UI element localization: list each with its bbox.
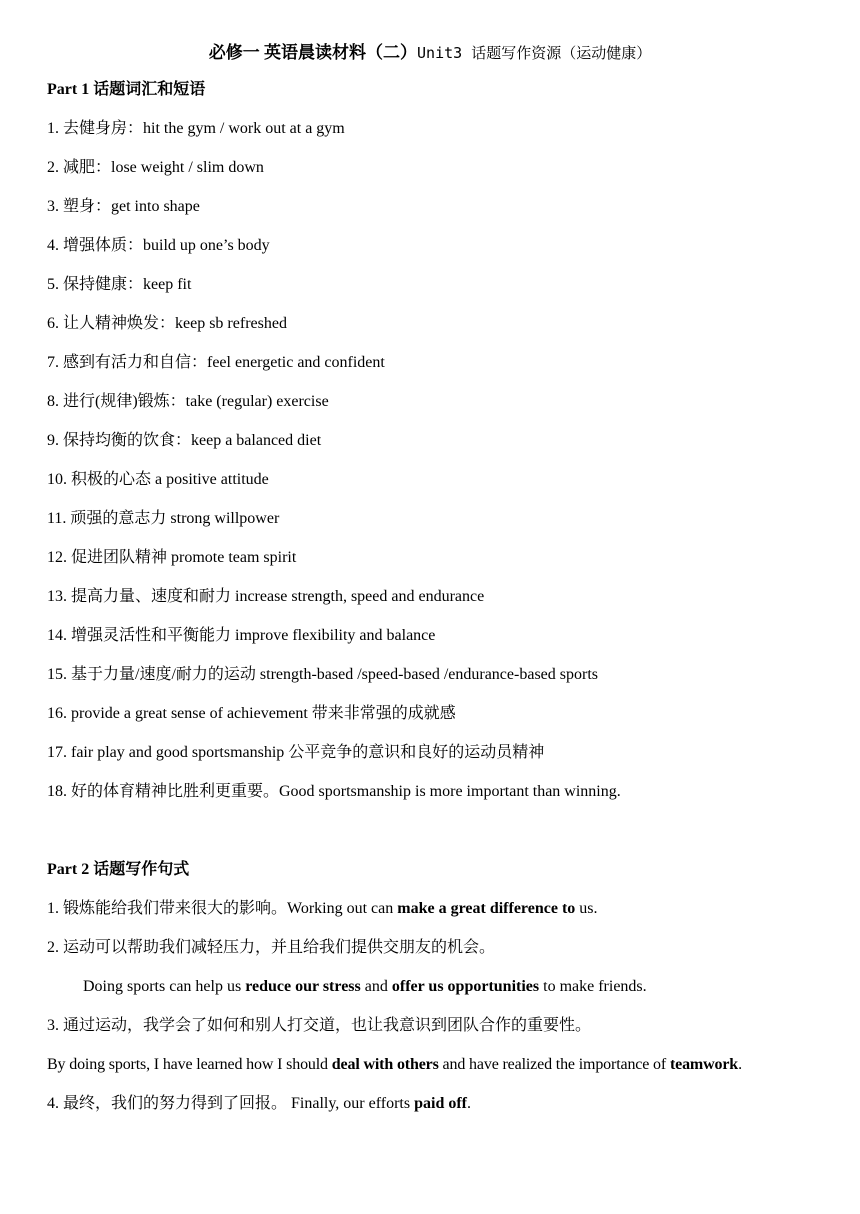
vocab-item: 14. 增强灵活性和平衡能力 improve flexibility and balance xyxy=(47,627,436,644)
sentence-2-bold-2: offer us opportunities xyxy=(391,978,540,995)
vocab-item: 7. 感到有活力和自信：feel energetic and confident xyxy=(47,354,385,371)
sentence-3-bold-1: deal with others xyxy=(331,1056,439,1073)
title-unit: Unit3 话题写作资源（运动健康） xyxy=(417,44,652,62)
vocab-item: 12. 促进团队精神 promote team spirit xyxy=(47,549,297,566)
part1-heading: Part 1 话题词汇和短语 xyxy=(47,81,206,98)
vocab-item: 13. 提高力量、速度和耐力 increase strength, speed and endurance xyxy=(47,588,485,605)
vocab-item: 6. 让人精神焕发：keep sb refreshed xyxy=(47,315,287,332)
sentence-3-text-2: and have realized the importance of xyxy=(438,1056,670,1073)
vocab-item: 2. 减肥：lose weight / slim down xyxy=(47,159,264,176)
sentence-3-end: . xyxy=(738,1056,742,1073)
vocab-item: 11. 顽强的意志力 strong willpower xyxy=(47,510,280,527)
vocab-item: 5. 保持健康：keep fit xyxy=(47,276,192,293)
sentence-2-text-2: and xyxy=(360,978,392,995)
title-main: 必修一 英语晨读材料（二） xyxy=(208,43,418,62)
sentence-4-bold: paid off xyxy=(414,1095,468,1112)
sentence-1-text: 1. 锻炼能给我们带来很大的影响。Working out can xyxy=(47,900,398,917)
sentence-4 xyxy=(47,1093,471,1115)
part2-heading: Part 2 话题写作句式 xyxy=(47,861,190,878)
sentence-2-bold-1: reduce our stress xyxy=(245,978,361,995)
vocab-item: 9. 保持均衡的饮食：keep a balanced diet xyxy=(47,432,322,449)
vocab-item: 17. fair play and good sportsmanship 公平竞争的意识和良好的运动员精神 xyxy=(47,744,545,761)
vocab-item: 8. 进行(规律)锻炼：take (regular) exercise xyxy=(47,393,329,410)
vocab-item: 18. 好的体育精神比胜利更重要。Good sportsmanship is more important than winning. xyxy=(47,783,621,800)
sentence-4-text: 4. 最终，我们的努力得到了回报。 Finally, our efforts xyxy=(47,1095,415,1112)
sentence-1-end: us. xyxy=(575,900,598,917)
sentence-4-end: . xyxy=(467,1095,472,1112)
sentence-3-chinese: 3. 通过运动，我学会了如何和别人打交道，也让我意识到团队合作的重要性。 xyxy=(47,1017,592,1034)
vocab-item: 10. 积极的心态 a positive attitude xyxy=(47,471,269,488)
page-title xyxy=(0,38,860,63)
sentence-3-text: By doing sports, I have learned how I should xyxy=(47,1056,332,1073)
sentence-1-bold: make a great difference to xyxy=(397,900,576,917)
sentence-2-chinese: 2. 运动可以帮助我们减轻压力，并且给我们提供交朋友的机会。 xyxy=(47,939,496,956)
vocab-item: 16. provide a great sense of achievement 带来非常强的成就感 xyxy=(47,705,456,722)
sentence-2-text: Doing sports can help us xyxy=(83,978,246,995)
sentence-3-english xyxy=(47,1054,742,1076)
vocab-item: 1. 去健身房：hit the gym / work out at a gym xyxy=(47,120,345,137)
vocab-item: 3. 塑身：get into shape xyxy=(47,198,200,215)
sentence-2-end: to make friends. xyxy=(539,978,647,995)
vocab-item: 4. 增强体质：build up one’s body xyxy=(47,237,270,254)
sentence-2-english xyxy=(83,976,647,998)
sentence-3-bold-2: teamwork xyxy=(669,1056,739,1073)
sentence-1 xyxy=(47,898,598,920)
vocab-item: 15. 基于力量/速度/耐力的运动 strength-based /speed-based /endurance-based sports xyxy=(47,666,598,683)
